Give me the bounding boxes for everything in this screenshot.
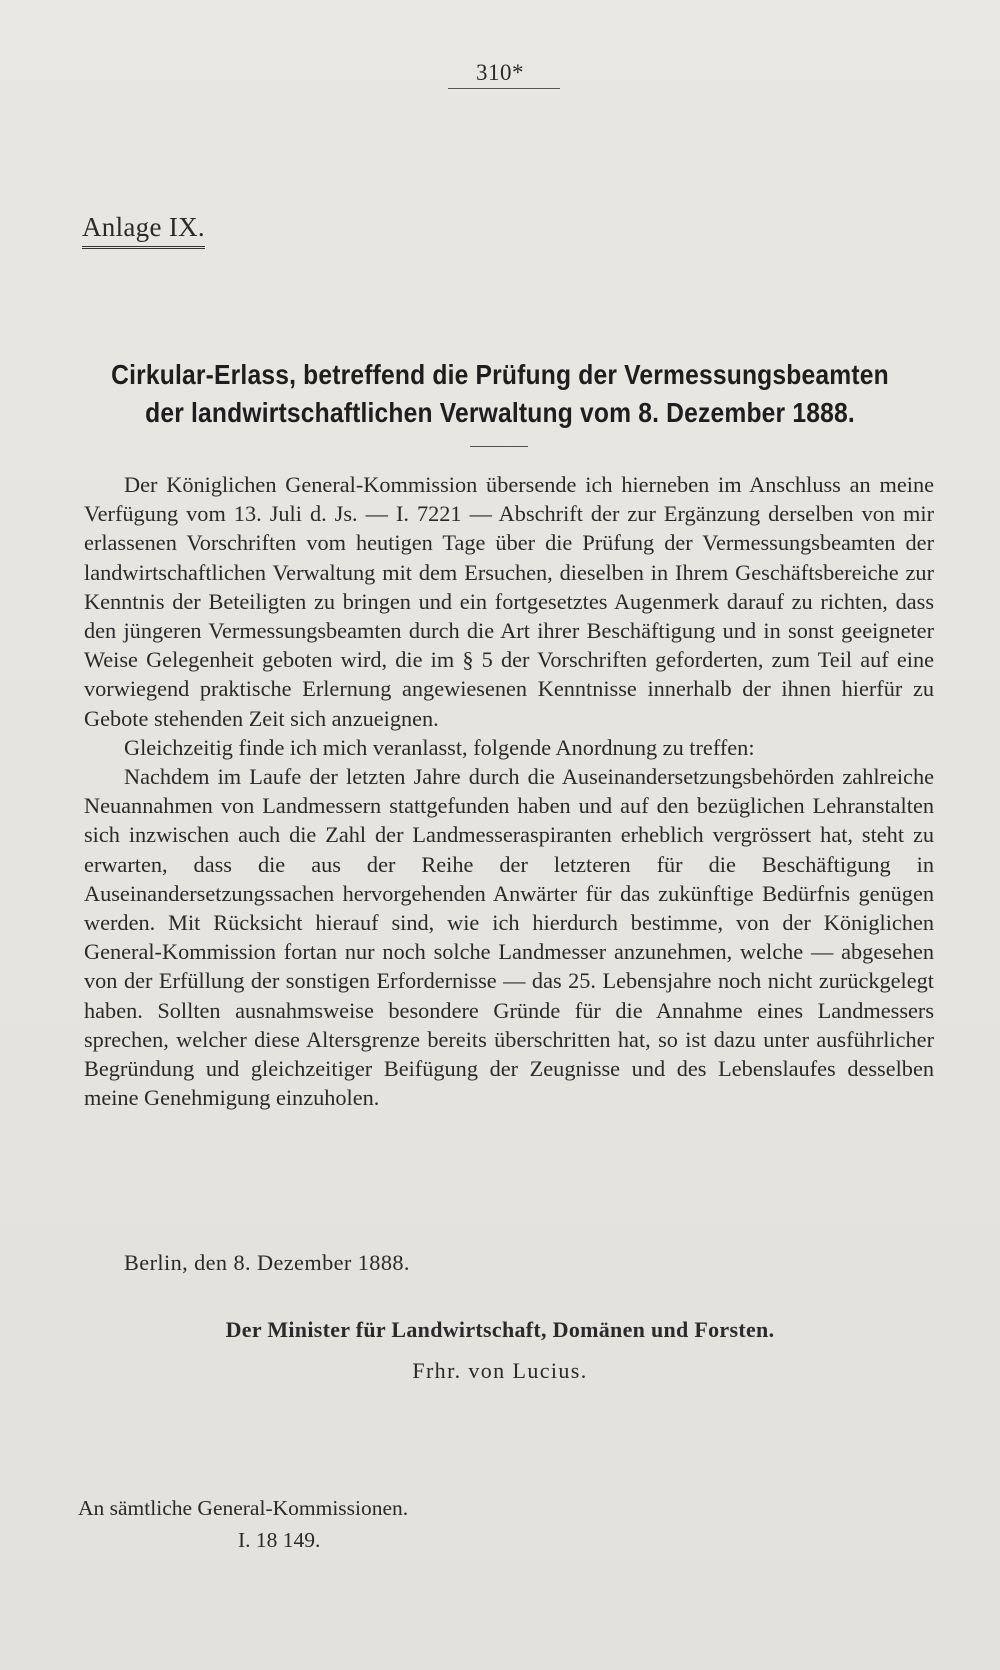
title-line-2: der landwirtschaftlichen Verwaltung vom 8. Dezember 1888. <box>145 397 855 428</box>
title-rule <box>470 446 528 447</box>
paragraph-1: Der Königlichen General-Kommission übersende ich hierneben im Anschluss an meine Verfügung vom 13. Juli d. Js. — I. 7221 — Abschrift der zur Ergänzung derselben von mir erlassenen Vorschriften vom heutigen Tage über die Prüfung der Vermessungsbeamten der landwirtschaftlichen Verwaltung mit dem Ersuchen, dieselben in Ihrem Geschäftsbereiche zur Kenntnis der Beteiligten zu bringen und ein fortgesetztes Augenmerk darauf zu richten, dass den jüngeren Vermessungsbeamten durch die Art ihrer Beschäftigung und in sonst geeigneter Weise Gelegenheit geboten wird, die im § 5 der Vorschriften geforderten, zum Teil auf eine vorwiegend praktische Erlernung angewiesenen Kenntnisse innerhalb der ihnen hierfür zu Gebote stehenden Zeit sich anzueignen. <box>84 472 934 731</box>
paragraph-3: Nachdem im Laufe der letzten Jahre durch die Auseinandersetzungsbehörden zahlreiche Neuannahmen von Landmessern stattgefunden haben und auf den bezüglichen Lehranstalten sich inzwischen auch die Zahl der Landmesseraspiranten erheblich vergrössert hat, steht zu erwarten, dass die aus der Reihe der letzteren für die Beschäftigung in Auseinandersetzungssachen hervorgehenden Anwärter für das zukünftige Bedürfnis genügen werden. Mit Rücksicht hierauf sind, wie ich hierdurch bestimme, von der Königlichen General-Kommission fortan nur noch solche Landmesser anzunehmen, welche — abgesehen von der Erfüllung der sonstigen Erfordernisse — das 25. Lebensjahre noch nicht zurückgelegt haben. Sollten ausnahmsweise besondere Gründe für die Annahme eines Landmessers sprechen, welcher diese Altersgrenze bereits überschritten hat, so ist dazu unter ausführlicher Begründung und gleichzeitiger Beifügung der Zeugnisse und des Lebenslaufes desselben meine Genehmigung einzuholen. <box>84 764 934 1111</box>
title-line-1: Cirkular-Erlass, betreffend die Prüfung der Vermessungsbeamten <box>111 359 889 390</box>
paragraph-2: Gleichzeitig finde ich mich veranlasst, folgende Anordnung zu treffen: <box>124 734 755 760</box>
page-number-rule <box>448 88 560 89</box>
signature-name: Frhr. von Lucius. <box>412 1358 588 1383</box>
recipient-line: An sämtliche General-Kommissionen. <box>78 1496 409 1520</box>
annex-label: Anlage IX. <box>82 212 205 249</box>
reference-number: I. 18 149. <box>238 1528 321 1552</box>
page-number: 310* <box>476 60 524 85</box>
body-text <box>84 470 934 1112</box>
date-line: Berlin, den 8. Dezember 1888. <box>124 1250 410 1275</box>
signature-ministry: Der Minister für Landwirtschaft, Domänen und Forsten. <box>225 1317 775 1342</box>
document-title <box>60 356 940 432</box>
